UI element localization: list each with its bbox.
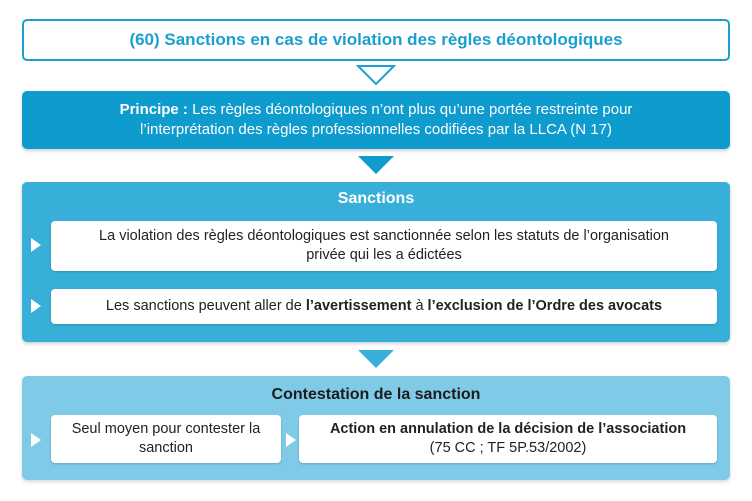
- principle-line-2: l’interprétation des règles professionnelles codifiées par la LLCA (N 17): [140, 121, 612, 138]
- sanctions-item-1: [51, 221, 717, 271]
- bullet-arrow-icon: [30, 298, 42, 314]
- contestation-left-line-1: Seul moyen pour contester la: [71, 421, 261, 437]
- contestation-right-card: [299, 415, 717, 463]
- sanctions-item-2-prefix: Les sanctions peuvent aller de: [105, 298, 306, 314]
- sanctions-item-1-line-2: privée qui les a édictées: [306, 247, 462, 263]
- sanctions-item-2: [51, 289, 717, 324]
- principle-line-1: [120, 100, 633, 120]
- arrow-down-outline-icon: [356, 64, 396, 86]
- principle-label: Principe :: [119, 101, 188, 118]
- principle-text-1: Les règles déontologiques n’ont plus qu’une portée restreinte pour: [187, 101, 633, 118]
- arrow-right-icon: [285, 432, 297, 448]
- diagram-title: (60) Sanctions en cas de violation des règles déontologiques: [129, 30, 623, 49]
- sanctions-item-1-line-1: La violation des règles déontologiques est sanctionnée selon les statuts de l’organisation: [99, 228, 669, 244]
- sanctions-item-2-bold-1: l’avertissement: [305, 298, 412, 314]
- arrow-down-icon: [356, 154, 396, 176]
- principle-box: [22, 91, 730, 149]
- contestation-action: Action en annulation de la décision de l’association: [329, 421, 687, 437]
- title-box: [22, 19, 730, 61]
- bullet-arrow-icon: [30, 432, 42, 448]
- contestation-left-line-2: sanction: [138, 440, 193, 456]
- contestation-reference: (75 CC ; TF 5P.53/2002): [429, 440, 587, 456]
- sanctions-header: Sanctions: [337, 190, 415, 207]
- contestation-header: Contestation de la sanction: [271, 386, 481, 403]
- contestation-left-card: [51, 415, 281, 463]
- sanctions-item-2-middle: à: [411, 298, 428, 314]
- arrow-down-icon: [356, 348, 396, 370]
- bullet-arrow-icon: [30, 237, 42, 253]
- sanctions-item-2-bold-2: l’exclusion de l’Ordre des avocats: [427, 298, 663, 314]
- sanctions-item-2-text: [106, 297, 662, 316]
